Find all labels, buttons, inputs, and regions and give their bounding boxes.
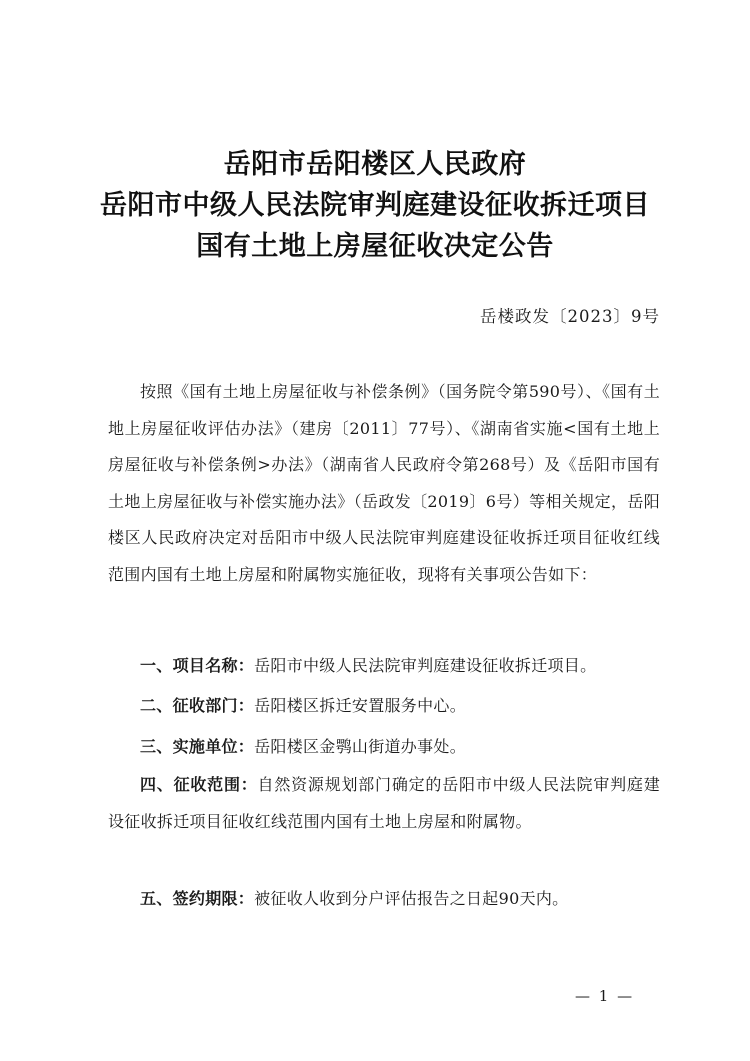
title-line-3: 国有土地上房屋征收决定公告 (196, 231, 554, 262)
title-line-1: 岳阳市岳阳楼区人民政府 (223, 149, 527, 180)
title-line-2: 岳阳市中级人民法院审判庭建设征收拆迁项目 (100, 190, 650, 221)
item-label: 二、征收部门： (140, 696, 255, 715)
item-deadline (108, 881, 660, 918)
item-text: 岳阳市中级人民法院审判庭建设征收拆迁项目。 (254, 656, 597, 675)
item-implementer (108, 729, 660, 766)
page-number: — 1 — (575, 987, 635, 1005)
item-scope (108, 767, 660, 840)
item-project-name (108, 648, 660, 685)
item-label: 三、实施单位： (140, 737, 255, 756)
item-label: 四、征收范围： (140, 775, 258, 794)
document-number: 岳楼政发〔2023〕9号 (480, 307, 660, 326)
item-department (108, 688, 660, 725)
item-label: 五、签约期限： (140, 889, 255, 908)
item-text: 岳阳楼区拆迁安置服务中心。 (254, 696, 467, 715)
intro-paragraph: 按照《国有土地上房屋征收与补偿条例》（国务院令第590号）、《国有土地上房屋征收评估办法》（建房〔2011〕77号）、《湖南省实施<国有土地上房屋征收与补偿条例>办法》（湖南省人民政府令第268号）及《岳阳市国有土地上房屋征收与补偿实施办法》（岳政发〔2019〕6号）等相关规定，岳阳楼区人民政府决定对岳阳市中级人民法院审判庭建设征收拆迁项目征收红线范围内国有土地上房屋和附属物实施征收，现将有关事项公告如下： (108, 382, 660, 584)
item-label: 一、项目名称： (140, 656, 255, 675)
item-text: 岳阳楼区金鹗山街道办事处。 (254, 737, 467, 756)
item-text: 被征收人收到分户评估报告之日起90天内。 (254, 889, 569, 908)
item-text: 自然资源规划部门确定的岳阳市中级人民法院审判庭建设征收拆迁项目征收红线范围内国有土地上房屋和附属物。 (108, 775, 660, 831)
